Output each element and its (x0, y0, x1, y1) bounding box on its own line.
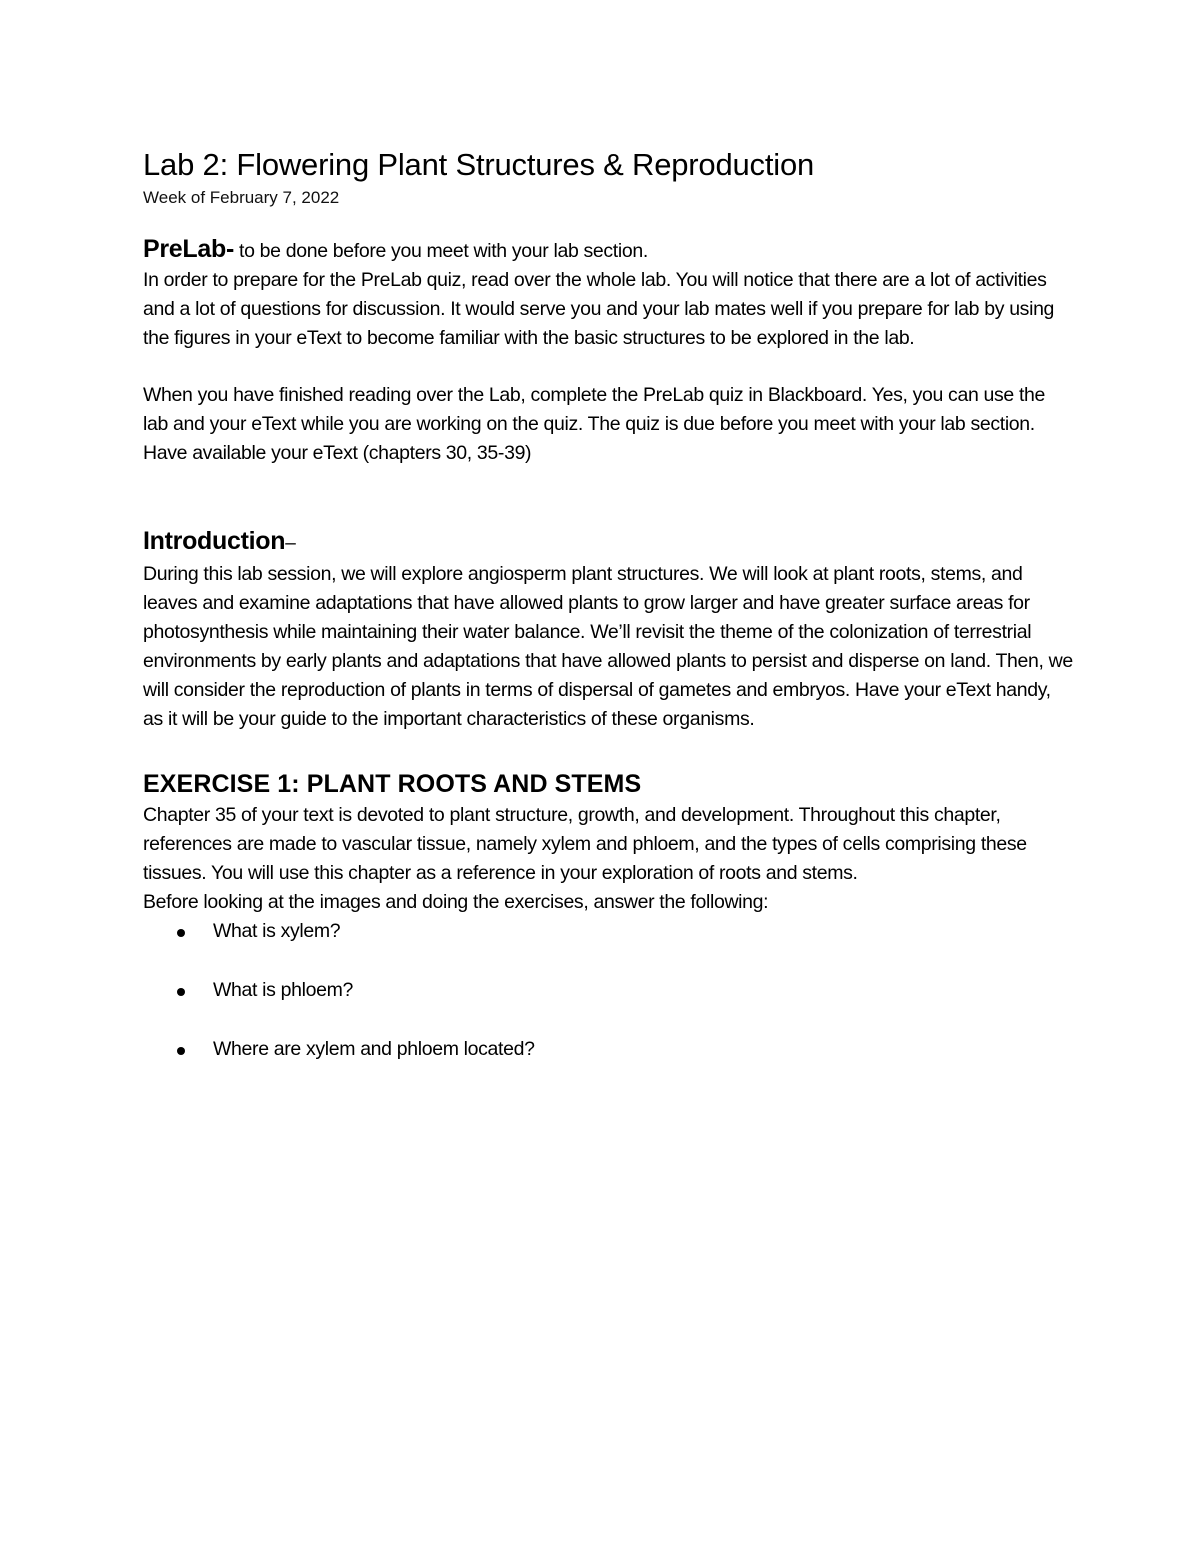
document-title: Lab 2: Flowering Plant Structures & Reproduction (143, 147, 815, 182)
question-item (143, 976, 1073, 1005)
introduction-heading (143, 525, 1073, 560)
question-text: Where are xylem and phloem located? (213, 1038, 535, 1060)
question-list (143, 917, 1073, 1064)
question-text: What is phloem? (213, 979, 353, 1001)
question-text: What is xylem? (213, 920, 341, 942)
introduction-heading-dash: – (285, 533, 296, 554)
prelab-paragraph-2: When you have finished reading over the Lab, complete the PreLab quiz in Blackboard. Yes, you can use the lab and your eText while you are working on the quiz. The quiz is due before you meet with your lab section. (143, 384, 1046, 435)
prelab-intro: to be done before you meet with your lab section. (233, 240, 648, 262)
question-item (143, 1035, 1073, 1064)
introduction-paragraph: During this lab session, we will explore angiosperm plant structures. We will look at plant roots, stems, and leaves and examine adaptations that have allowed plants to grow larger and have greater surface areas for photosynthesis while maintaining their water balance. We’ll revisit the theme of the colonization of terrestrial environments by early plants and adaptations that have allowed plants to persist and disperse on land. Then, we will consider the reproduction of plants in terms of dispersal of gametes and embryos. Have your eText handy, as it will be your guide to the important characteristics of these organisms. (143, 563, 1073, 730)
question-item (143, 917, 1073, 946)
spacer (143, 353, 1073, 381)
introduction-heading-text: Introduction (143, 527, 286, 555)
bullet-icon (177, 1047, 185, 1055)
exercise-1-paragraph: Chapter 35 of your text is devoted to plant structure, growth, and development. Throughout this chapter, references are made to vascular tissue, namely xylem and phloem, and the types of cells comprising these tissues. You will use this chapter as a reference in your exploration of roots and stems. (143, 804, 1027, 884)
prelab-paragraph-3: Have available your eText (chapters 30, 35-39) (143, 442, 532, 464)
bullet-icon (177, 929, 185, 937)
exercise-1-prompt: Before looking at the images and doing the exercises, answer the following: (143, 891, 769, 913)
exercise-1-heading: EXERCISE 1: PLANT ROOTS AND STEMS (143, 770, 642, 798)
bullet-icon (177, 988, 185, 996)
spacer (143, 734, 1073, 767)
spacer (143, 468, 1073, 525)
prelab-paragraph-1: In order to prepare for the PreLab quiz, read over the whole lab. You will notice that there are a lot of activities and a lot of questions for discussion. It would serve you and your lab mates well if you prepare for lab by using the figures in your eText to become familiar with the basic structures to be explored in the lab. (143, 269, 1055, 349)
prelab-heading: PreLab- (143, 235, 234, 263)
prelab-intro-line (143, 235, 1073, 266)
document-body (143, 144, 1073, 1094)
week-date: Week of February 7, 2022 (143, 188, 340, 207)
